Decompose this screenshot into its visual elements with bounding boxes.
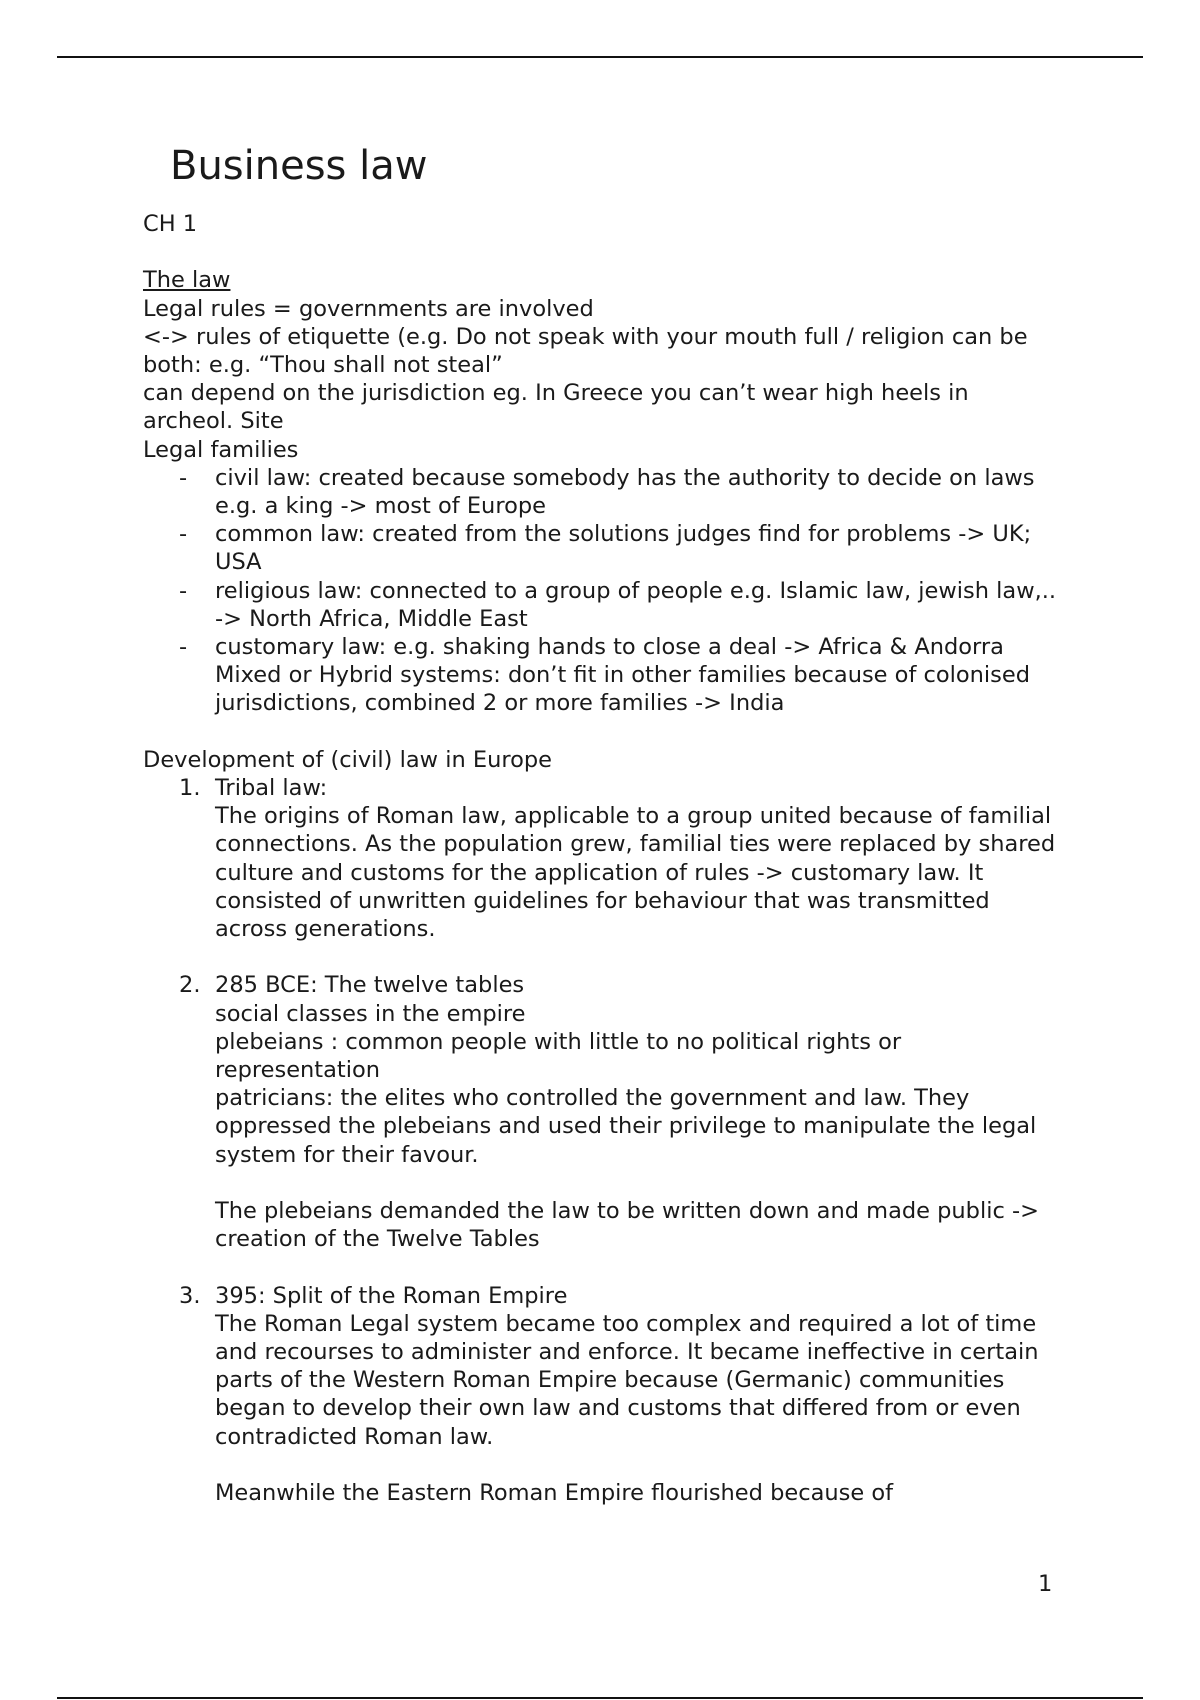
list-item-paragraph: The plebeians demanded the law to be written down and made public -> creation of the Twelve Tables [215,1198,1039,1253]
list-item [143,971,1063,1281]
number-marker: 3. [179,1282,201,1309]
dash-marker: - [179,577,188,604]
spacer [215,1253,1063,1281]
dash-marker: - [179,464,188,491]
list-item [143,1282,1063,1508]
list-item-paragraph: The Roman Legal system became too complex and required a lot of time and recourses to administer and enforce. It became ineffective in certain parts of the Western Roman Empire because (Germanic) communities began to develop their own law and customs that differed from or even contradicted Roman law. [215,1310,1039,1450]
list-item-paragraph: The origins of Roman law, applicable to a group united because of familial connections. As the population grew, familial ties were replaced by shared culture and customs for the application of rules -> customary law. It consisted of unwritten guidelines for behaviour that was transmitted across generations. [215,803,1056,943]
document-title: Business law [170,143,428,189]
chapter-label: CH 1 [143,211,198,237]
intro-line: Legal rules = governments are involved [143,295,594,322]
development-list [143,774,1063,1507]
list-item-line: social classes in the empire [215,1000,526,1027]
list-item [143,464,1063,520]
spacer [215,1451,1063,1479]
dash-marker: - [179,521,188,548]
list-item-paragraph: Meanwhile the Eastern Roman Empire flourished because of [215,1480,894,1507]
list-item-text: religious law: connected to a group of people e.g. Islamic law, jewish law,.. -> North Africa, Middle East [215,577,1057,632]
development-heading: Development of (civil) law in Europe [143,746,552,773]
number-marker: 1. [179,775,201,802]
spacer [215,943,1063,971]
legal-families-list [143,464,1063,661]
intro-line: <-> rules of etiquette (e.g. Do not speak with your mouth full / religion can be both: e.g. “Thou shall not steal” [143,323,1028,378]
list-item [143,633,1063,661]
intro-line: can depend on the jurisdiction eg. In Greece you can’t wear high heels in archeol. Site [143,380,969,435]
dash-marker: - [179,634,188,661]
list-item-text: common law: created from the solutions judges find for problems -> UK; USA [215,521,1032,576]
footer-rule [57,1697,1143,1699]
document-body [143,140,1063,1507]
list-item-line: plebeians : common people with little to no political rights or representation [215,1028,902,1084]
list-item-text: civil law: created because somebody has the authority to decide on laws e.g. a king -> most of Europe [215,464,1035,520]
header-rule [57,56,1143,58]
list-item-text: customary law: e.g. shaking hands to close a deal -> Africa & Andorra [215,634,1004,661]
list-item-title: 285 BCE: The twelve tables [215,972,525,999]
number-marker: 2. [179,972,201,999]
list-item [143,577,1063,633]
list-item-title: Tribal law: [215,775,328,802]
list-item-line: patricians: the elites who controlled the government and law. They oppressed the plebeians and used their privilege to manipulate the legal system for their favour. [215,1085,1037,1168]
spacer [143,718,1063,746]
spacer [143,238,1063,266]
section-heading: The law [143,267,231,294]
list-item [143,774,1063,971]
mixed-systems-note: Mixed or Hybrid systems: don’t fit in other families because of colonised jurisdictions, combined 2 or more families -> India [215,662,1031,717]
list-item [143,520,1063,576]
list-item-title: 395: Split of the Roman Empire [215,1282,568,1309]
spacer [215,1169,1063,1197]
page-number: 1 [1038,1571,1053,1597]
intro-line: Legal families [143,436,299,463]
